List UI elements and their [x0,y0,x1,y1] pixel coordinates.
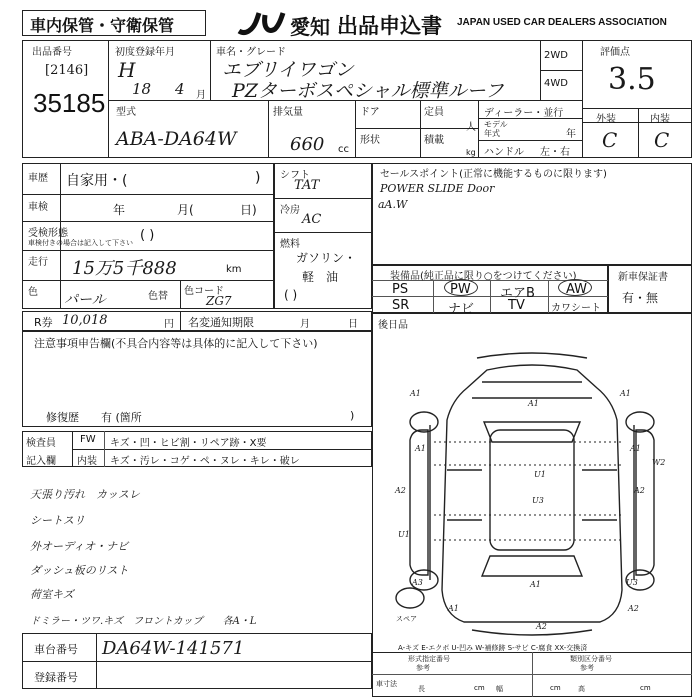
handwritten-note: ドミラー・ツワ.キズ フロントカップ 各A・L [30,616,257,627]
lot-label: 出品番号 [32,47,72,58]
drive-4wd: 4WD [544,78,568,89]
damage-mark: A1 [410,389,421,398]
equipment-navi: ナビ [448,302,475,317]
ac-label: 冷房 [280,205,300,216]
inspector-interior: 内装 [77,456,97,467]
damage-mark: A2 [634,486,645,495]
damage-mark: W2 [652,458,666,467]
drive-2wd: 2WD [544,50,568,61]
inspector-row1: キズ・凹・ヒビ割・リペア跡・X要 [110,438,267,449]
assoc-name-en: JAPAN USED CAR DEALERS ASSOCIATION [457,17,667,28]
inspection-day: 日) [240,203,257,217]
damage-mark: U3 [626,578,638,587]
interior-label: 内装 [650,114,670,125]
height-label: 高 [578,685,585,693]
recycle-value: 10,018 [62,313,108,328]
equipment-circle-aw [558,279,592,296]
exterior-value: C [602,128,618,152]
repair-history: 修復歴 有 (箇所 [46,411,142,424]
width-label: 幅 [496,685,503,693]
fuel-paren: ( ) [284,288,298,302]
class-no-label: 類別区分番号 [570,655,612,663]
car-type-close: ) [255,170,261,186]
doors-label: ドア [360,107,380,118]
inspection-year: 年 [113,203,126,217]
model-value: ABA-DA64W [116,128,237,150]
handwritten-note: 天張り汚れ カッスレ [30,488,140,501]
color-change-label: 色替 [148,291,168,302]
shift-value: TAT [294,178,320,193]
handwritten-note: ダッシュ板のリスト [30,564,129,577]
transfer-note: 車検付きの場合は記入して下さい [28,239,133,247]
displacement-value: 660 [290,134,325,155]
car-type-label: 車歴 [28,173,48,184]
lot-bracket-number: [2146] [45,63,89,78]
damage-mark: U3 [532,496,544,505]
damage-mark: U1 [534,470,546,479]
damage-mark: U1 [398,530,410,539]
ju-logo [235,9,287,37]
lot-number: 35185 [33,88,106,118]
inspection-month: 月( [177,203,194,217]
repair-history-close: ) [350,409,355,422]
damage-mark: A2 [395,486,406,495]
chassis-value: DA64W-141571 [102,638,245,659]
damage-mark: A3 [412,578,423,587]
damage-mark: A1 [448,604,459,613]
fuel-diesel: 軽 油 [302,270,339,284]
damage-mark: A1 [530,580,541,589]
handwritten-note: 外オーディオ・ナビ [30,540,129,553]
displacement-unit: cc [338,144,349,155]
model-year-unit: 年 [566,129,576,140]
handle-options: 左・右 [540,147,570,158]
damage-mark: A2 [628,604,639,613]
mileage-label: 走行 [28,257,48,268]
recycle-unit: 円 [164,319,174,330]
equipment-pw: PW [450,282,471,297]
class-no-ref: 参考 [580,664,594,672]
damage-mark: A1 [620,389,631,398]
dealer-label: ディーラー・並行 [484,108,564,119]
capacity-unit: 人 [466,122,476,133]
load-unit: kg [466,148,476,157]
car-name-label: 車名・グレード [216,47,286,58]
name-change-label: 名変通知期限 [188,316,254,329]
height-unit: cm [640,684,651,692]
notes-label: 注意事項申告欄(不具合内容等は具体的に記入して下さい) [34,337,318,350]
assoc-name-jp: 愛知 [290,15,330,39]
capacity-label: 定員 [424,107,444,118]
reg-no-label: 登録番号 [34,671,78,684]
inspector-row2: キズ・汚レ・コゲ・ペ・ヌレ・キレ・破レ [110,456,300,467]
length-label: 長 [418,685,425,693]
equipment-label: 装備品(純正品に限り○をつけてください) [390,271,577,282]
score-value: 3.5 [608,62,656,97]
exterior-label: 外装 [596,114,616,125]
registration-month-unit: 月 [196,90,206,101]
damage-mark: A1 [415,444,426,453]
mileage-unit: km [226,264,242,275]
spare-label: スペア [396,615,417,623]
color-label: 色 [28,287,38,298]
form-title: 出品申込書 [337,14,442,38]
name-change-month: 月 [300,319,310,330]
fuel-label: 燃料 [280,239,300,250]
after-date-label: 後日品 [378,320,408,331]
equipment-aw: AW [566,282,588,297]
displacement-label: 排気量 [273,107,303,118]
ac-value: AC [302,212,322,227]
insurance-options: 有・無 [622,291,659,305]
equipment-seat: カワシート [551,303,601,314]
inspector-fw: FW [80,434,96,445]
interior-value: C [654,128,670,152]
sales-points-label: セールスポイント(正常に機能するものに限ります) [380,169,607,180]
inspection-label: 車検 [28,202,48,213]
color-code-label: 色コード [184,286,224,297]
storage-label: 車内保管・守衛保管 [30,16,175,35]
size-label: 車寸法 [376,680,397,688]
chassis-label: 車台番号 [34,643,78,656]
registration-year: 18 [132,80,152,98]
name-change-day: 日 [348,319,358,330]
damage-mark: A1 [528,399,539,408]
fuel-gas: ガソリン・ [296,251,357,265]
equipment-tv: TV [508,298,525,313]
type-no-label: 形式指定番号 [408,655,450,663]
transfer-label: 受検形態 [28,228,68,239]
car-type-value: 自家用・( [66,173,128,189]
score-label: 評価点 [600,47,630,58]
color-value: パール [64,292,106,308]
sales-point-item: aA.W [378,198,408,211]
inspector-label-1: 検査員 [26,438,56,449]
transfer-paren: ( ) [140,228,155,243]
damage-legend: A-キズ E-エクボ U-凹み W-補修跡 S-サビ C-腐食 XX-交換済 [398,644,588,652]
damage-mark: A2 [536,622,547,631]
equipment-sr: SR [392,298,410,313]
mileage-value: 15万5千888 [72,258,177,279]
equipment-circle-pw [444,279,478,296]
type-no-ref: 参考 [416,664,430,672]
recycle-label: R券 [34,316,53,329]
sales-point-item: POWER SLIDE Door [380,182,495,195]
shift-label: シフト [280,170,310,181]
handle-label: ハンドル [484,147,524,158]
equipment-ps: PS [392,282,409,297]
damage-mark: A1 [630,444,641,453]
color-code-value: ZG7 [206,294,232,308]
handwritten-note: 荷室キズ [30,588,74,601]
car-name-line1: エブリイワゴン [222,59,354,81]
car-name-line2: PZターボスペシャル標準ルーフ [232,80,504,102]
handwritten-note: シートスリ [30,514,85,527]
model-label: 型式 [116,107,136,118]
equipment-airbag: エアB [500,286,535,301]
registration-month: 4 [175,80,185,98]
insurance-label: 新車保証書 [618,272,668,283]
registration-era: H [118,58,136,82]
width-unit: cm [550,684,561,692]
length-unit: cm [474,684,485,692]
inspector-label-2: 記入欄 [26,456,56,467]
registration-label: 初度登録年月 [115,47,175,58]
load-label: 積載 [424,135,444,146]
model-year-label: モデル 年式 [484,120,508,138]
shape-label: 形状 [360,135,380,146]
